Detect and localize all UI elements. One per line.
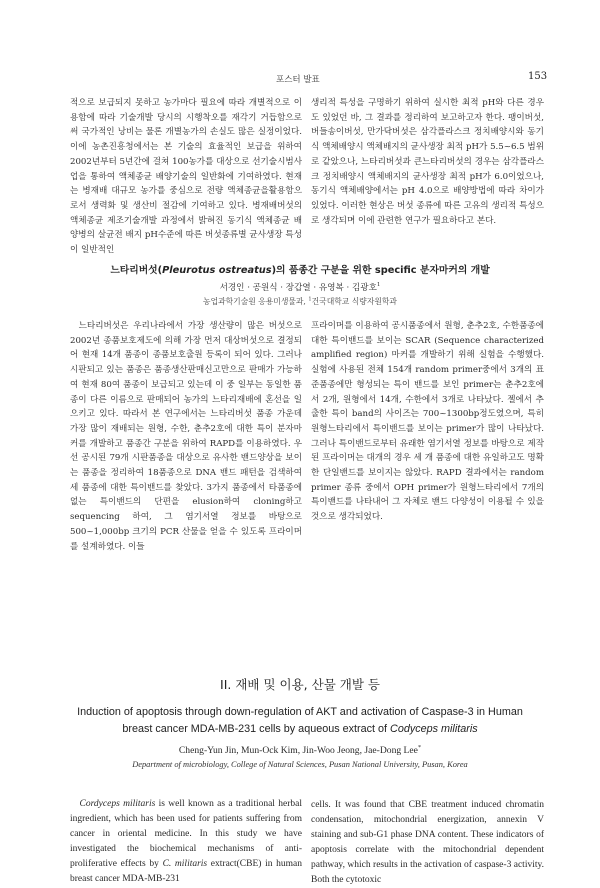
species-name: C. militaris — [162, 859, 208, 869]
title-line: Induction of apoptosis through down-regulation of AKT and activation of Caspase-3 in Human — [77, 706, 523, 718]
article1-left-column — [70, 319, 302, 554]
paragraph — [70, 797, 302, 887]
article1-title — [0, 262, 600, 276]
article1-right-column — [311, 319, 544, 525]
text: extract(CBE) in human breast cancer MDA-MB-231 — [70, 859, 302, 884]
article1-affiliation — [0, 296, 600, 307]
title-part: breast cancer MDA-MB-231 cells by aqueous extract of — [122, 723, 391, 735]
top-text-left-column — [70, 96, 302, 258]
species-name: Cordyceps militaris — [79, 799, 156, 809]
affiliation-main: 농업과학기술원 응용미생물과, — [203, 297, 309, 306]
title-part: 느타리버섯( — [110, 265, 163, 276]
paragraph: 생리적 특성을 구명하기 위하여 실시한 최적 pH와 다른 경우도 있었던 바, 그 결과를 정리하여 보고하고자 한다. 팽이버섯, 버들송이버섯, 만가닥버섯은 삼각플라스크 정치배양시와 동기식 액체배양시 액체배지의 균사생장 최적 pH가 5.5~6.5 범위로 같았으나, 느타리버섯과 큰느타리버섯의 경우는 삼각플라스크 정치배양시 액체배지의 균사생장 최적 pH가 6.0이었으나, 동기식 액체배양에서는 pH 4.0으로 배양방법에 따라 차이가 있었다. 이러한 현상은 버섯 종류에 따른 고유의 생리적 특성으로 생각되며 이에 관련한 연구가 필요하다고 본다. — [311, 98, 544, 226]
author-list: 서경인 · 공원식 · 장갑열 · 유영복 · 김광호 — [219, 283, 377, 293]
article2-right-column — [311, 798, 544, 888]
affiliation-mark: 1 — [308, 296, 312, 303]
paragraph: 프라이머를 이용하여 공시품종에서 원형, 춘추2호, 수한품종에 대한 특이밴드를 보이는 SCAR (Sequence characterized amplified region) 마커를 개발하기 위해 실험을 수행했다. 실험에 사용된 전체 154개 random primer중에서 3개의 표준품종에만 형성되는 특이 밴드를 보인 primer는 춘추2호에서 2개, 원형에서 14개, 수한에서 3개로 나타났다. 젤에서 추출한 특이 band의 사이즈는 700~1300bp정도였으며, 특히 원형느타리에서 특이밴드를 보이는 primer가 많이 나타났다. 그러나 특이밴드로부터 유래한 염기서열 정보를 바탕으로 제작된 프라이머는 대개의 경우 세 개 품종에 대한 유일하고도 명확한 단일밴드를 보이지는 않았다. RAPD 결과에서는 random primer 종류 중에서 OPH primer가 원형느타리에서 7개의 특이밴드를 나타내어 그 자체로 밴드 다양성이 이용될 수 있을 것으로 생각되었다. — [311, 321, 544, 523]
top-text-right-column — [311, 96, 544, 228]
species-name: Codyceps militaris — [390, 723, 478, 735]
paragraph: 적으로 보급되지 못하고 농가마다 필요에 따라 개별적으로 이용함에 따라 기술개발 당시의 시행착오를 재각기 거듭함으로써 국가적인 낭비는 물론 개별농가의 손실도 많은 실정이었다. 이에 농촌진흥청에서는 본 기술의 효율적인 보급을 위하여 2002년부터 5년간에 걸쳐 100농가를 대상으로 선기술시범사업을 통하여 액체종균 배양기술의 일반화에 기여하였다. 현재는 병재배 대규모 농가를 중심으로 전량 액체종균을활용함으로서 생력화 및 생산비 절감에 기여하고 있다. 병재배버섯의 액체종균 제조기술개발 과정에서 밝혀진 동기식 액체종균 배양병의 살균전 배지 pH수준에 따른 버섯종류별 균사생장 특성이 일반적인 — [70, 98, 302, 256]
text: is well known as a traditional herbal ingredient, which has been used for patients suffering from cancer in oriental medicine. In this study we have investigated the biochemical mechanisms of anti-proliferative effects by — [70, 799, 303, 869]
author-list: Cheng-Yun Jin, Mun-Ock Kim, Jin-Woo Jeong, Jae-Dong Lee — [178, 745, 418, 756]
section-heading: II. 재배 및 이용, 산물 개발 등 — [220, 677, 380, 692]
article2-authors — [0, 745, 600, 756]
paragraph: cells. It was found that CBE treatment induced chromatin condensation, mitochondrial energization, annexin V staining and sub-G1 phase DNA content. These indicators of apoptosis correlate with the mitochondrial dependent pathway, which results in the activation of caspase-3 activity. Both the cytotoxic — [311, 800, 544, 885]
article2-title — [60, 704, 540, 738]
title-line — [60, 721, 540, 738]
paragraph: 느타리버섯은 우리나라에서 가장 생산량이 많은 버섯으로 2002년 종품보호제도에 의해 가장 먼저 대상버섯으로 결정되어 현재 14개 품종이 종품보호출원 등록이 되어 있다. 그러나 시판되고 있는 품종은 품종생산판매신고만으로 판매가 가능하여 현재 80여 품종이 보급되고 있는데 이 중 일부는 동일한 품종이 다른 이름으로 판매되어 농가의 느타리재배에 혼선을 일으키고 있다. 따라서 본 연구에서는 느타리버섯 품종 가운데 가장 많이 재배되는 원형, 수한, 춘추2호에 대한 특이 분자마커를 개발하고 품종간 구분을 위하여 RAPD를 이용하였다. 우선 공시된 79개 시판품종을 대상으로 유사한 밴드양상을 보이는 품종을 정리하여 18품종으로 DNA 밴드 패턴을 검색하여 세 품종에 대한 특이밴드를 찾았다. 3가지 품종에서 타품종에 없는 특이밴드의 단편을 elusion하여 cloning하고 sequencing 하여, 그 염기서열 정보를 바탕으로 500~1,000bp 크기의 PCR 산물을 얻을 수 있도록 프라이머를 설계하였다. 이들 — [70, 321, 302, 552]
affiliation-mark: 1 — [376, 282, 381, 289]
species-name: Pleurotus ostreatus — [162, 265, 272, 276]
corresponding-mark: * — [417, 743, 422, 751]
page-number: 153 — [528, 71, 548, 82]
affiliation-second: 건국대학교 식량자원학과 — [311, 297, 397, 306]
article2-left-column — [70, 797, 302, 887]
title-part: )의 품종간 구분을 위한 specific 분자마커의 개발 — [271, 265, 490, 276]
running-header-section: 포스터 발표 — [276, 75, 320, 85]
article2-affiliation: Department of microbiology, College of Natural Sciences, Pusan National University, Pusan, Korea — [132, 760, 468, 769]
article1-authors — [0, 281, 600, 293]
